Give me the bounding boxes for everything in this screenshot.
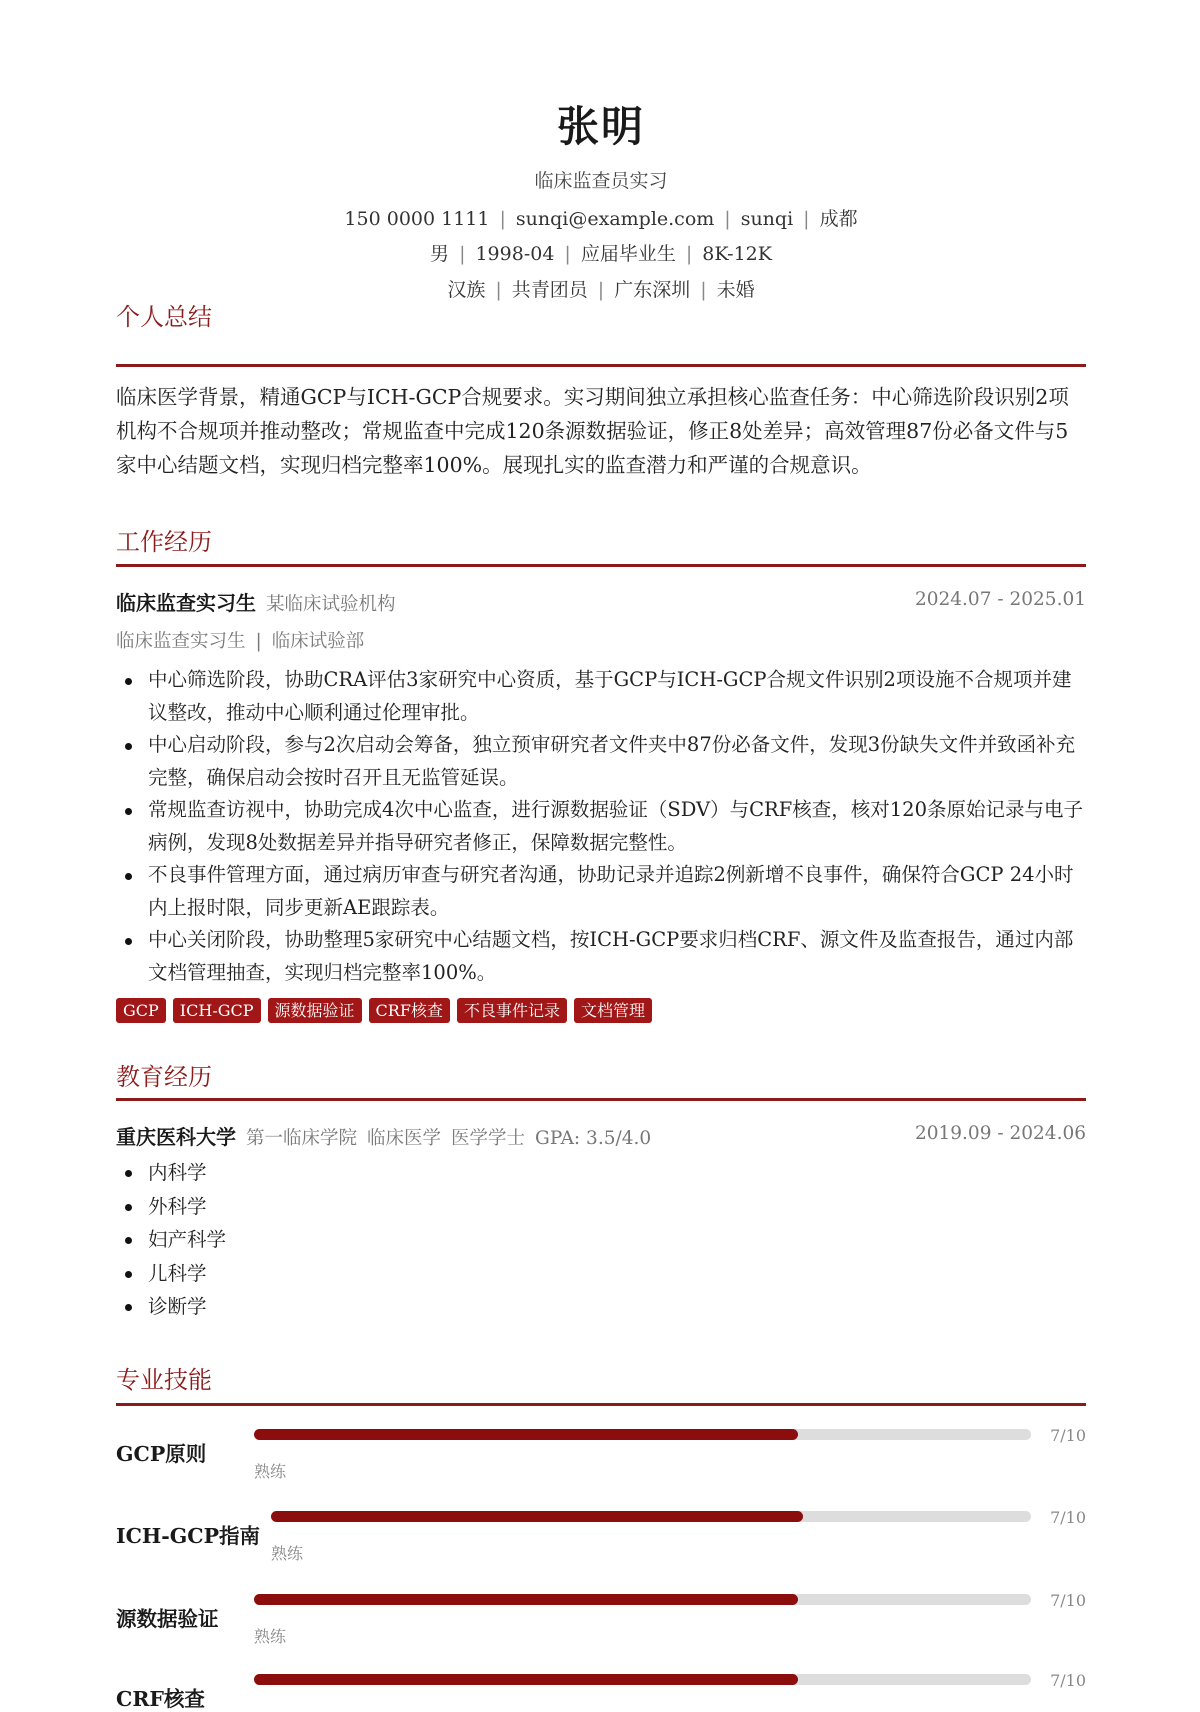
skill-name: CRF核查 (116, 1687, 205, 1711)
summary-heading: 个人总结 (116, 303, 212, 331)
marital-status: 未婚 (716, 279, 755, 301)
ethnicity: 汉族 (447, 279, 486, 301)
contact-row-1: 150 0000 1111 | sunqi@example.com | sunqi | 成都 (344, 208, 858, 230)
salary-expectation: 8K-12K (702, 243, 772, 265)
list-item: 常规监查访视中，协助完成4次中心监查，进行源数据验证（SDV）与CRF核查，核对120条原始记录与电子病例，发现8处数据差异并指导研究者修正，保障数据完整性。 (116, 794, 1086, 859)
skill-bar-fill (271, 1511, 803, 1522)
list-item: 不良事件管理方面，通过病历审查与研究者沟通，协助记录并追踪2例新增不良事件，确保符合GCP 24小时内上报时限，同步更新AE跟踪表。 (116, 859, 1086, 924)
list-item: 儿科学 (116, 1257, 1086, 1291)
skill-bar-fill (254, 1429, 798, 1440)
job-header (116, 587, 1086, 616)
list-item: 中心关闭阶段，协助整理5家研究中心结题文档，按ICH-GCP要求归档CRF、源文件及监查报告，通过内部文档管理抽查，实现归档完整率100%。 (116, 924, 1086, 989)
tag: 文档管理 (574, 998, 652, 1023)
skill-score: 7/10 (1050, 1591, 1086, 1610)
political-status: 共青团员 (511, 279, 588, 301)
skill-score: 7/10 (1050, 1508, 1086, 1527)
education-header (116, 1121, 1086, 1150)
skill-name: GCP原则 (116, 1442, 207, 1466)
skill-tags (116, 998, 652, 1023)
hometown: 广东深圳 (614, 279, 691, 301)
skill-bar-track (254, 1674, 1031, 1685)
skills-heading: 专业技能 (116, 1366, 212, 1394)
skill-score: 7/10 (1050, 1671, 1086, 1690)
degree: 医学学士 (451, 1128, 526, 1149)
skill-bar-track (271, 1511, 1031, 1522)
email[interactable]: sunqi@example.com (515, 208, 715, 230)
job-position: 临床监查实习生 (116, 631, 246, 652)
city: 成都 (819, 208, 858, 230)
list-item: 中心启动阶段，参与2次启动会筹备，独立预审研究者文件夹中87份必备文件，发现3份缺失文件并致函补充完整，确保启动会按时召开且无监管延误。 (116, 729, 1086, 794)
job-company: 某临床试验机构 (266, 594, 396, 615)
skill-level: 熟练 (254, 1627, 287, 1646)
education-heading: 教育经历 (116, 1063, 212, 1091)
work-heading: 工作经历 (116, 528, 212, 556)
job-subheader: 临床监查实习生 | 临床试验部 (116, 631, 365, 652)
work-status: 应届毕业生 (580, 243, 676, 265)
work-divider (116, 564, 1086, 567)
college: 第一临床学院 (246, 1128, 358, 1149)
gpa: GPA: 3.5/4.0 (535, 1128, 652, 1149)
birth-date: 1998-04 (475, 243, 555, 265)
list-item: 内科学 (116, 1156, 1086, 1190)
job-date: 2024.07 - 2025.01 (914, 589, 1086, 610)
list-item: 妇产科学 (116, 1223, 1086, 1257)
list-item: 外科学 (116, 1190, 1086, 1224)
gender: 男 (430, 243, 450, 265)
skill-name: ICH-GCP指南 (116, 1524, 261, 1548)
skill-bar-fill (254, 1674, 798, 1685)
job-role: 临床监查实习生 (116, 591, 256, 615)
major: 临床医学 (367, 1128, 442, 1149)
education-divider (116, 1098, 1086, 1101)
skill-score: 7/10 (1050, 1426, 1086, 1445)
phone: 150 0000 1111 (344, 208, 490, 230)
list-item: 中心筛选阶段，协助CRA评估3家研究中心资质，基于GCP与ICH-GCP合规文件识别2项设施不合规项并建议整改，推动中心顺利通过伦理审批。 (116, 664, 1086, 729)
school-name: 重庆医科大学 (116, 1125, 236, 1149)
skills-divider (116, 1403, 1086, 1406)
summary-text: 临床医学背景，精通GCP与ICH-GCP合规要求。实习期间独立承担核心监查任务：中心筛选阶段识别2项机构不合规项并推动整改；常规监查中完成120条源数据验证，修正8处差异；高效管理87份必备文件与5家中心结题文档，实现归档完整率100%。展现扎实的监查潜力和严谨的合规意识。 (116, 385, 1069, 477)
contact-row-3: 汉族 | 共青团员 | 广东深圳 | 未婚 (447, 279, 755, 301)
skill-level: 熟练 (254, 1462, 287, 1481)
skill-name: 源数据验证 (116, 1607, 219, 1631)
summary-divider (116, 364, 1086, 367)
job-bullet-list (116, 664, 1086, 989)
tag: GCP (116, 998, 166, 1023)
list-item: 诊断学 (116, 1290, 1086, 1324)
course-list (116, 1156, 1086, 1324)
skill-level: 熟练 (271, 1544, 304, 1563)
job-objective: 临床监查员实习 (534, 170, 668, 192)
contact-row-2: 男 | 1998-04 | 应届毕业生 | 8K-12K (430, 243, 772, 265)
skill-bar-track (254, 1594, 1031, 1605)
education-date: 2019.09 - 2024.06 (914, 1123, 1086, 1144)
skill-bar-fill (254, 1594, 798, 1605)
tag: CRF核查 (369, 998, 450, 1023)
tag: 不良事件记录 (457, 998, 567, 1023)
skill-bar-track (254, 1429, 1031, 1440)
job-department: 临床试验部 (271, 631, 365, 652)
tag: 源数据验证 (268, 998, 362, 1023)
candidate-name: 张明 (556, 102, 645, 151)
username: sunqi (740, 208, 794, 230)
tag: ICH-GCP (173, 998, 261, 1023)
